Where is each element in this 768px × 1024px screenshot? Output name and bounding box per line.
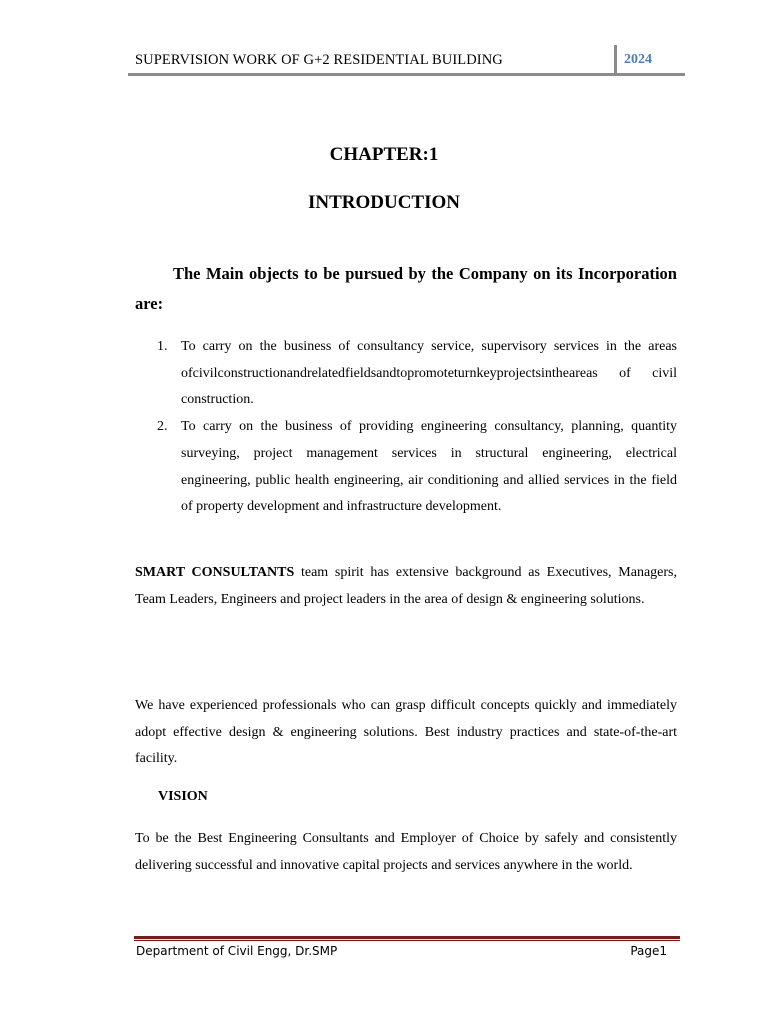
header-title: SUPERVISION WORK OF G+2 RESIDENTIAL BUILDING	[135, 52, 503, 68]
footer-department: Department of Civil Engg, Dr.SMP	[136, 944, 338, 958]
list-item-text: To carry on the business of consultancy service, supervisory services in the areas ofcivilconstructionandrelatedfieldsandtopromoteturnkeyprojectsintheareas of civil construction.	[181, 339, 677, 408]
list-item	[135, 334, 677, 414]
vision-paragraph: To be the Best Engineering Consultants and Employer of Choice by safely and consistently delivering successful and innovative capital projects and services anywhere in the world.	[135, 831, 677, 873]
team-paragraph-text: team spirit has extensive background as Executives, Managers, Team Leaders, Engineers and project leaders in the area of design & engineering solutions.	[135, 565, 677, 607]
company-name: SMART CONSULTANTS	[135, 565, 295, 580]
list-item	[135, 414, 677, 521]
header-rule	[128, 73, 685, 76]
section-title: INTRODUCTION	[307, 192, 461, 213]
page-header	[128, 44, 685, 76]
objects-list	[135, 334, 677, 521]
chapter-heading: CHAPTER:1	[329, 144, 439, 165]
list-item-text: To carry on the business of providing engineering consultancy, planning, quantity surveying, project management services in structural engineering, electrical engineering, public health engineering, air conditioning and allied services in the field of property development and infrastructure development.	[181, 419, 677, 515]
footer-page-number: Page1	[630, 944, 667, 958]
list-item-number: 1.	[157, 339, 168, 354]
team-paragraph	[135, 560, 677, 613]
header-divider	[614, 45, 617, 75]
footer-rule	[134, 936, 680, 939]
professionals-paragraph: We have experienced professionals who can grasp difficult concepts quickly and immediately adopt effective design & engineering solutions. Best industry practices and state-of-the-art facility.	[135, 698, 677, 767]
header-year: 2024	[624, 52, 652, 67]
lead-paragraph: The Main objects to be pursued by the Company on its Incorporation are:	[135, 264, 677, 313]
list-item-number: 2.	[157, 419, 168, 435]
footer-rule-thin	[134, 940, 680, 941]
vision-heading: VISION	[158, 789, 208, 804]
